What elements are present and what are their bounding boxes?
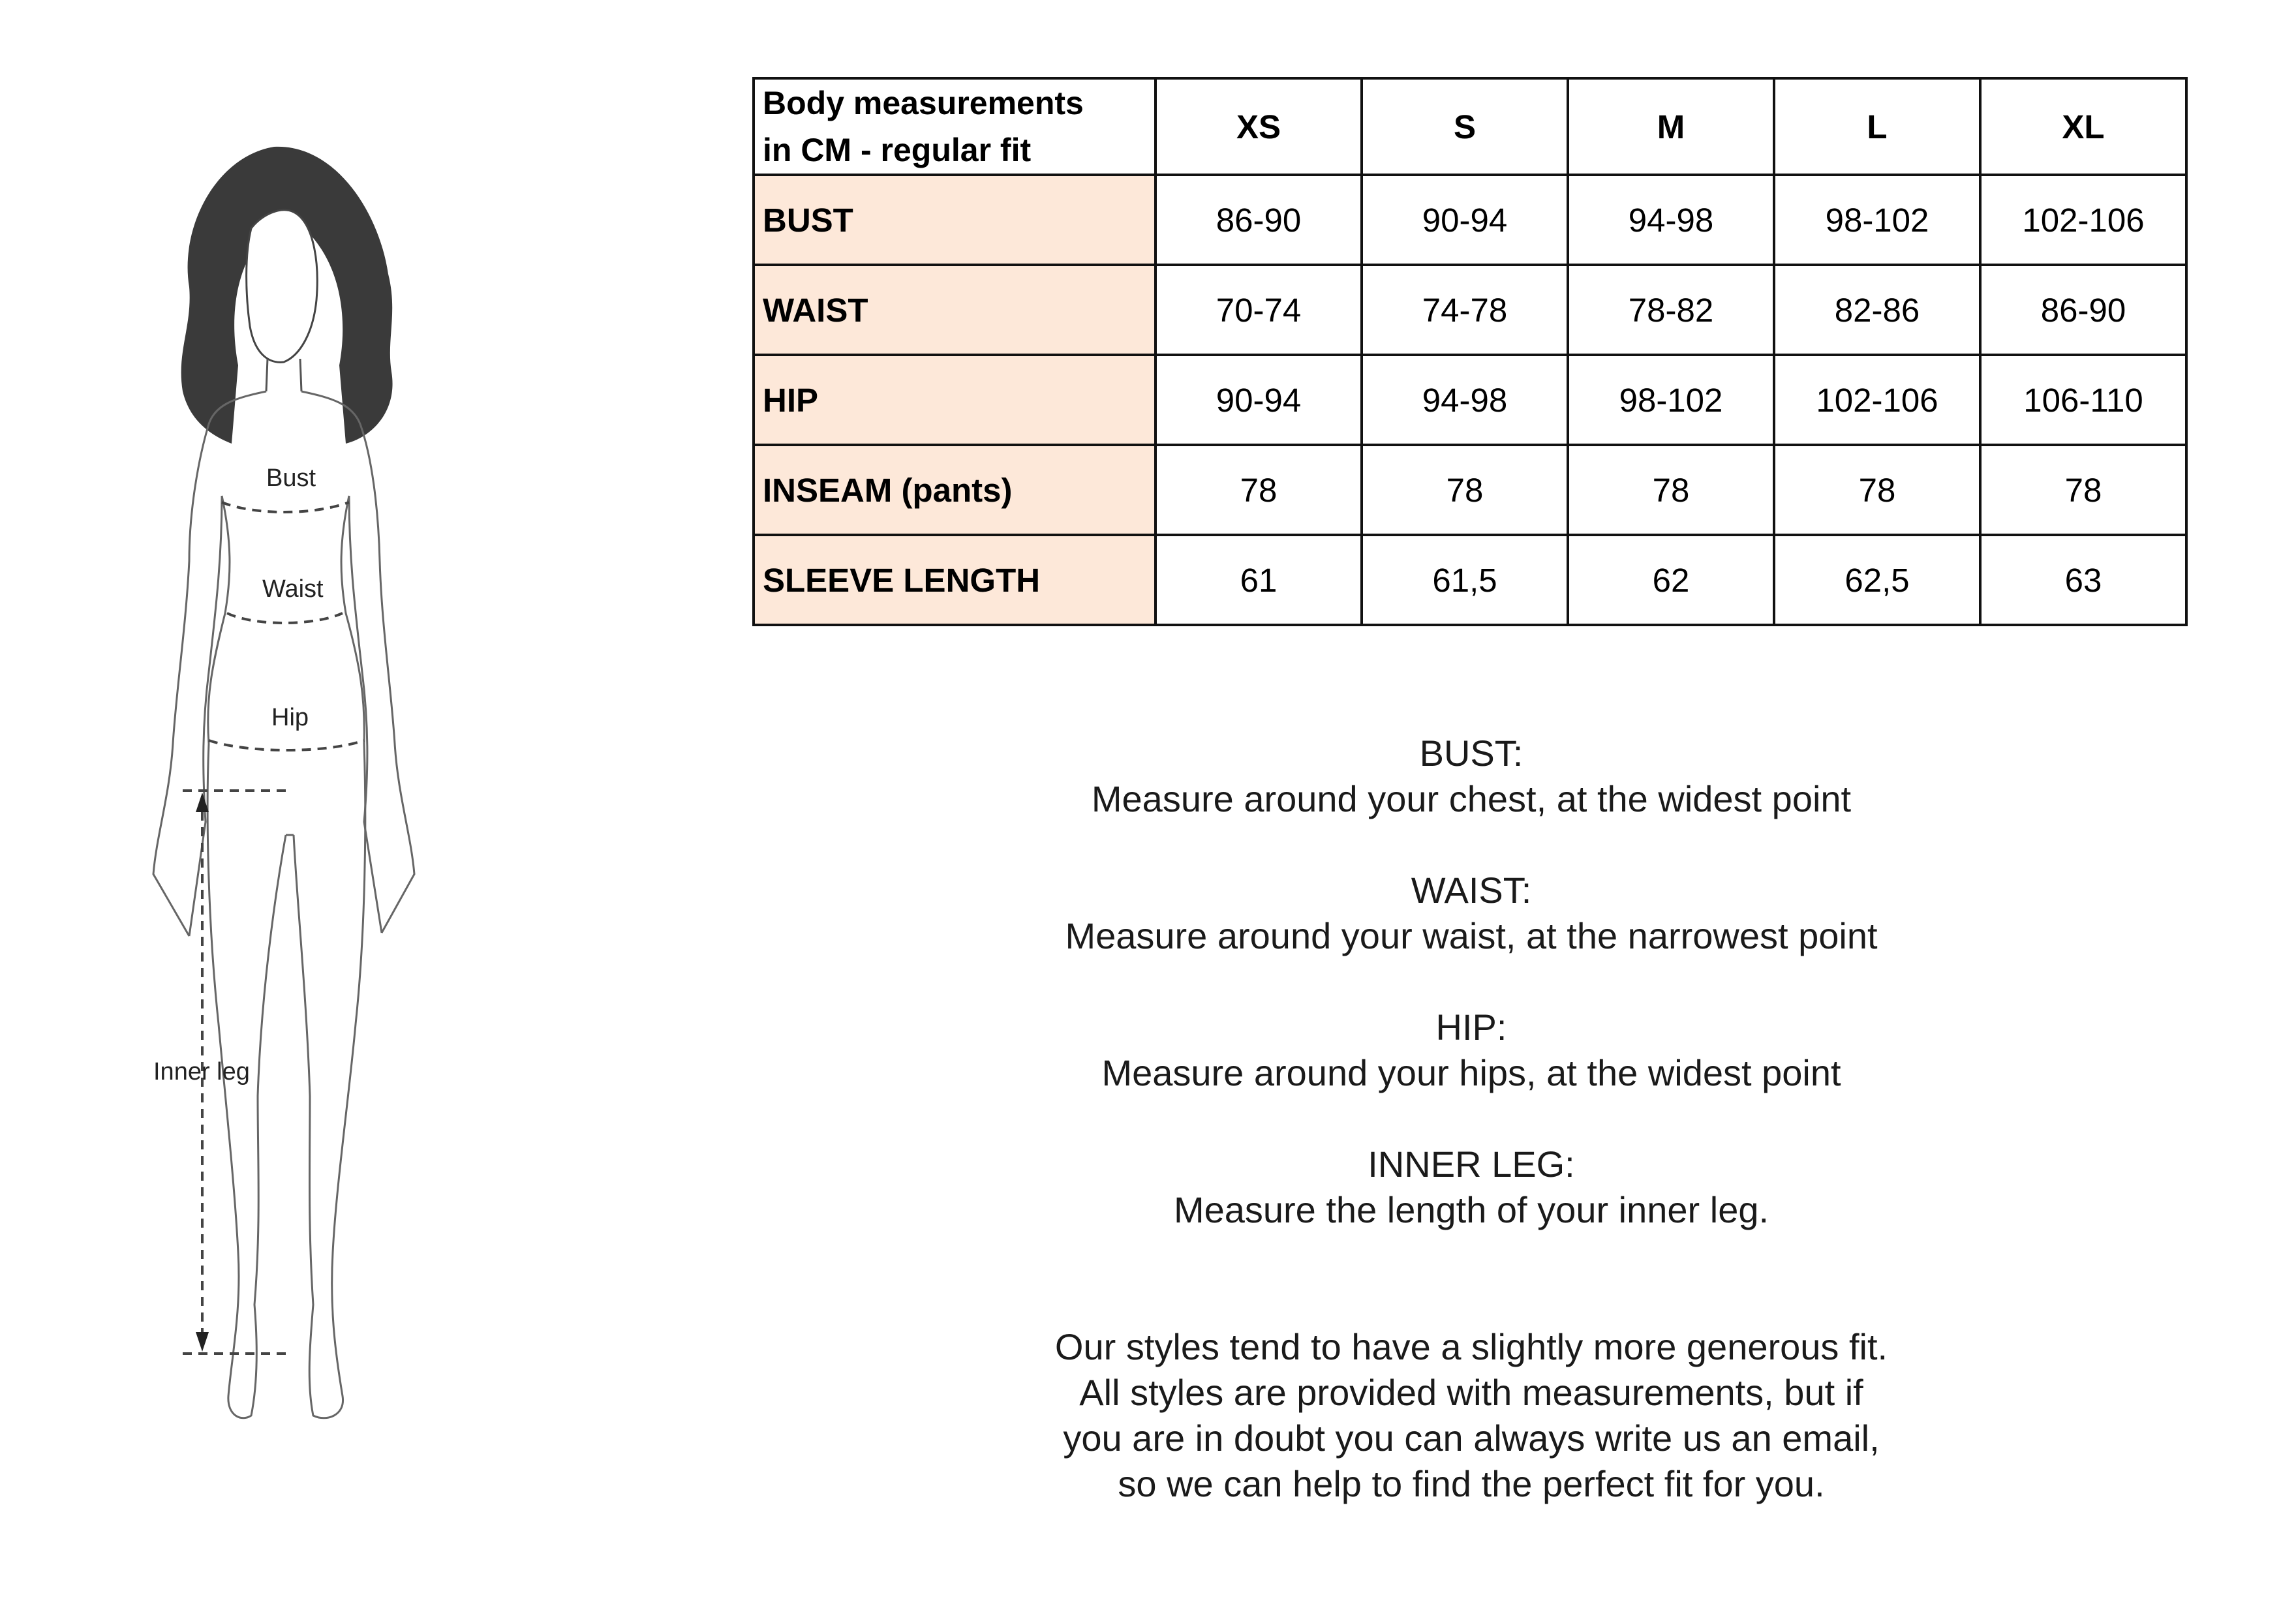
size-header-m: M: [1568, 78, 1774, 175]
table-cell: 78: [1774, 445, 1980, 535]
waist-label: Waist: [262, 575, 324, 603]
instruction-text: Measure the length of your inner leg.: [1173, 1189, 1769, 1230]
table-row: [754, 355, 2186, 445]
table-cell: 70-74: [1156, 265, 1362, 355]
table-cell: 62,5: [1774, 535, 1980, 625]
hip-label: Hip: [271, 704, 309, 731]
size-header-s: S: [1362, 78, 1568, 175]
row-label-sleeve-length: SLEEVE LENGTH: [754, 535, 1156, 625]
measurement-instructions: [940, 731, 2003, 1507]
hip-measure-line: [209, 740, 364, 750]
instruction-text: Measure around your hips, at the widest point: [1101, 1052, 1841, 1093]
size-header-xl: XL: [1980, 78, 2186, 175]
size-header-xs: XS: [1156, 78, 1362, 175]
size-chart-table: [752, 77, 2188, 626]
header-line-1: Body measurements: [763, 85, 1084, 121]
inner-leg-label: Inner leg: [153, 1058, 250, 1085]
table-cell: 78: [1980, 445, 2186, 535]
table-cell: 78: [1156, 445, 1362, 535]
table-cell: 90-94: [1362, 175, 1568, 265]
table-cell: 86-90: [1156, 175, 1362, 265]
waist-measure-line: [227, 613, 343, 623]
row-label-bust: BUST: [754, 175, 1156, 265]
row-label-inseam: INSEAM (pants): [754, 445, 1156, 535]
fit-note-line: so we can help to find the perfect fit for you.: [1118, 1463, 1825, 1504]
table-cell: 78: [1362, 445, 1568, 535]
header-line-2: in CM - regular fit: [763, 132, 1032, 168]
instruction-hip: [940, 1005, 2003, 1096]
arrow-down-icon: [196, 1332, 209, 1352]
fit-note-line: you are in doubt you can always write us an email,: [1063, 1418, 1880, 1459]
table-cell: 102-106: [1774, 355, 1980, 445]
row-label-hip: HIP: [754, 355, 1156, 445]
face-shape: [247, 210, 318, 363]
fit-note-line: All styles are provided with measurements, but if: [1079, 1372, 1863, 1413]
instruction-bust: [940, 731, 2003, 822]
instruction-title: HIP:: [1435, 1007, 1507, 1048]
table-row: [754, 265, 2186, 355]
instruction-title: WAIST:: [1411, 870, 1532, 911]
fit-note: [940, 1324, 2003, 1507]
instruction-text: Measure around your chest, at the widest point: [1091, 778, 1852, 819]
instruction-inner-leg: [940, 1142, 2003, 1233]
table-cell: 90-94: [1156, 355, 1362, 445]
table-header-row: [754, 78, 2186, 175]
table-row: [754, 445, 2186, 535]
table-cell: 61,5: [1362, 535, 1568, 625]
table-corner-header: [754, 78, 1156, 175]
bust-measure-line: [222, 502, 349, 512]
table-cell: 98-102: [1568, 355, 1774, 445]
table-row: [754, 535, 2186, 625]
instruction-waist: [940, 868, 2003, 959]
table-cell: 63: [1980, 535, 2186, 625]
body-figure-illustration: [117, 117, 613, 1474]
row-label-waist: WAIST: [754, 265, 1156, 355]
table-cell: 98-102: [1774, 175, 1980, 265]
table-cell: 102-106: [1980, 175, 2186, 265]
table-cell: 94-98: [1362, 355, 1568, 445]
table-cell: 78: [1568, 445, 1774, 535]
instruction-text: Measure around your waist, at the narrowest point: [1065, 915, 1878, 956]
table-cell: 78-82: [1568, 265, 1774, 355]
table-cell: 94-98: [1568, 175, 1774, 265]
size-header-l: L: [1774, 78, 1980, 175]
table-cell: 86-90: [1980, 265, 2186, 355]
instruction-title: BUST:: [1419, 733, 1523, 774]
table-cell: 74-78: [1362, 265, 1568, 355]
bust-label: Bust: [266, 464, 316, 492]
instruction-title: INNER LEG:: [1368, 1144, 1575, 1185]
table-row: [754, 175, 2186, 265]
fit-note-line: Our styles tend to have a slightly more generous fit.: [1054, 1326, 1888, 1367]
table-cell: 82-86: [1774, 265, 1980, 355]
table-cell: 61: [1156, 535, 1362, 625]
table-cell: 106-110: [1980, 355, 2186, 445]
table-cell: 62: [1568, 535, 1774, 625]
